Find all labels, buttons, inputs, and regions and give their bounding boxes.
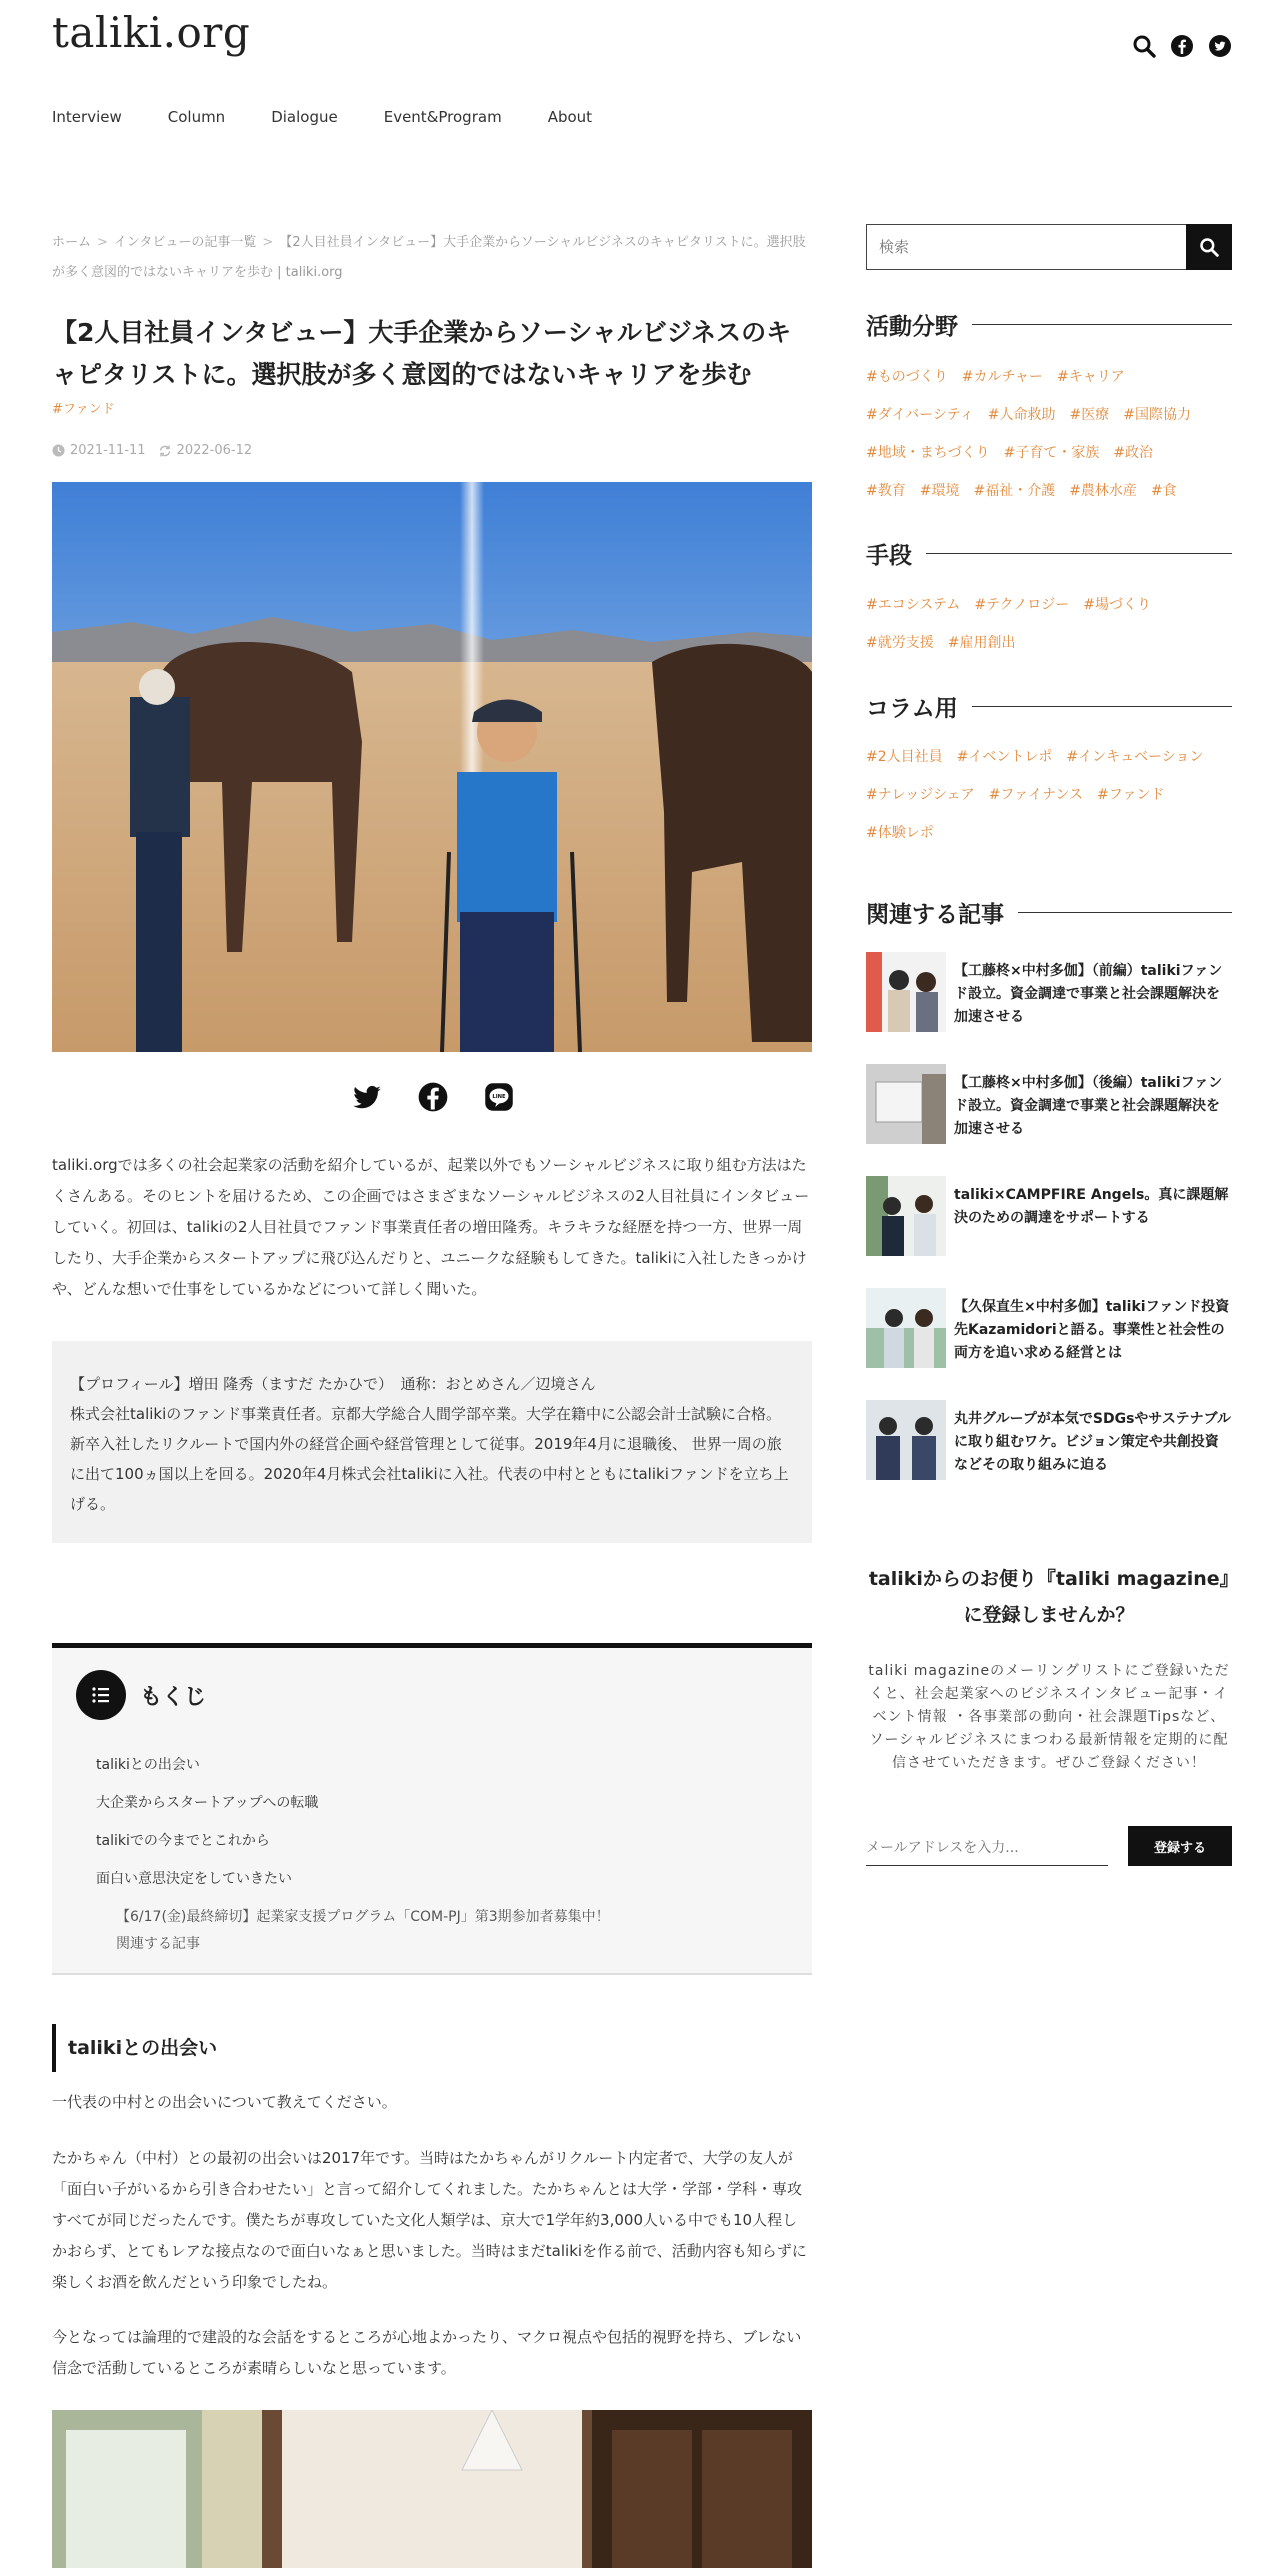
sidebar-heading-means: 手段 [866,537,1232,570]
twitter-share-icon[interactable] [352,1082,382,1112]
tag-link[interactable]: #ファンド [1097,787,1165,803]
toc-item[interactable]: talikiでの今までとこれから [96,1833,270,1849]
divider [926,553,1232,554]
email-field[interactable] [866,1830,1108,1866]
article-photo [52,2410,812,2568]
tag-link[interactable]: #エコシステム [866,597,961,613]
related-title[interactable]: 【工藤柊×中村多伽】（前編）talikiファンド設立。資金調達で事業と社会課題解決を加速させる [954,963,1223,1025]
search-icon [1199,237,1219,257]
related-title[interactable]: 【久保直生×中村多伽】talikiファンド投資先Kazamidoriと語る。事業性と社会性の両方を追い求める経営とは [954,1299,1230,1361]
column-tag-list [866,738,1232,852]
article-title: 【2人目社員インタビュー】大手企業からソーシャルビジネスのキャピタリストに。選択肢が多く意図的ではないキャリアを歩む [52,318,792,389]
related-thumbnail[interactable] [866,1288,946,1368]
nav-item-dialogue[interactable]: Dialogue [271,108,338,126]
tag-link[interactable]: #食 [1150,483,1177,499]
search-icon[interactable] [1132,34,1156,58]
facebook-icon[interactable] [1170,34,1194,58]
related-title[interactable]: 【工藤柊×中村多伽】（後編）talikiファンド設立。資金調達で事業と社会課題解決を加速させる [954,1075,1223,1137]
tag-link[interactable]: #体験レポ [866,825,934,841]
related-title[interactable]: taliki×CAMPFIRE Angels。真に課題解決のための調達をサポートする [954,1187,1229,1226]
search-button[interactable] [1186,224,1232,270]
published-date: 2021-11-11 [52,443,146,458]
tag-link[interactable]: #福祉・介護 [973,483,1056,499]
search-box [866,224,1232,270]
facebook-share-icon[interactable] [418,1082,448,1112]
related-thumbnail[interactable] [866,952,946,1032]
tag-link[interactable]: #ダイバーシティ [866,407,974,423]
related-thumbnail[interactable] [866,1064,946,1144]
toc-subitem[interactable]: 【6/17(金)最終締切】起業家支援プログラム「COM-PJ」第3期参加者募集中！ [116,1909,610,1925]
tag-link[interactable]: #カルチャー [961,369,1044,385]
subscribe-button[interactable]: 登録する [1128,1826,1232,1866]
tag-link[interactable]: #国際協力 [1123,407,1191,423]
sidebar-heading-field: 活動分野 [866,308,1232,341]
related-article[interactable] [866,1288,1232,1368]
tag-link[interactable]: #ナレッジシェア [866,787,975,803]
tag-link[interactable]: #2人目社員 [866,749,943,765]
tag-link[interactable]: #政治 [1113,445,1154,461]
site-logo[interactable]: taliki.org [52,8,251,57]
toc-item[interactable]: 面白い意思決定をしていきたい [96,1871,292,1887]
nav-item-interview[interactable]: Interview [52,108,122,126]
nav-item-event-program[interactable]: Event&Program [383,108,502,126]
clock-icon [52,444,65,457]
hero-image [52,482,812,1052]
article-intro: taliki.orgでは多くの社会起業家の活動を紹介しているが、起業以外でもソーシャルビジネスに取り組む方法はたくさんある。そのヒントを届けるため、この企画ではさまざまなソーシャルビジネスの2人目社員にインタビューしていく。初回は、talikiの2人目社員でファンド事業責任者の増田隆秀。キラキラな経歴を持つ一方、世界一周したり、大手企業からスタートアップに飛び込んだりと、ユニークな経験もしてきた。talikiに入社したきっかけや、どんな想いで仕事をしているかなどについて詳しく聞いた。 [52,1156,810,1298]
toc-list [96,1746,610,1958]
related-article[interactable] [866,1064,1232,1144]
tag-link[interactable]: #雇用創出 [947,635,1016,651]
tag-link[interactable]: #教育 [866,483,906,499]
updated-date: 2022-06-12 [158,443,253,458]
magazine-title: talikiからのお便り『taliki magazine』に登録しませんか？ [868,1568,1230,1626]
tag-link[interactable]: #イベントレポ [956,749,1053,765]
tag-link[interactable]: #農林水産 [1069,483,1137,499]
sidebar-heading-column: コラム用 [866,690,1232,723]
breadcrumb-separator: > [262,235,274,250]
line-share-icon[interactable] [484,1082,514,1112]
related-article[interactable] [866,1176,1232,1256]
breadcrumb-current: 【2人目社員インタビュー】大手企業からソーシャルビジネスのキャピタリストに。選択肢が多く意図的ではないキャリアを歩む | taliki.org [52,235,806,280]
divider [1018,912,1232,913]
sidebar-heading-related: 関連する記事 [866,896,1232,929]
tag-link[interactable]: #テクノロジー [974,597,1070,613]
toc-header [76,1670,206,1720]
twitter-icon[interactable] [1208,34,1232,58]
breadcrumb-home[interactable]: ホーム [52,235,92,250]
category-tag[interactable]: #ファンド [52,402,115,417]
list-icon [76,1670,126,1720]
share-buttons [352,1082,514,1112]
toc-title: もくじ [140,1684,207,1710]
interview-question: 一代表の中村との出会いについて教えてください。 [52,2093,397,2111]
breadcrumb-section[interactable]: インタビューの記事一覧 [113,235,257,250]
tag-link[interactable]: #環境 [919,483,960,499]
toc-item[interactable]: talikiとの出会い [96,1757,200,1773]
profile-body: 株式会社talikiのファンド事業責任者。京都大学総合人間学部卒業。大学在籍中に公認会計士試験に合格。新卒入社したリクルートで国内外の経営企画や経営管理として従事。2019年4月に退職後、 世界一周の旅に出て100ヵ国以上を回る。2020年4月株式会社talikiに入社。代表の中村とともにtalikiファンドを立ち上げる。 [70,1405,789,1513]
field-tag-list [866,358,1232,510]
toc-subitem[interactable]: 関連する記事 [116,1936,200,1952]
newsletter-form [866,1826,1232,1866]
interview-answer: たかちゃん（中村）との最初の出会いは2017年です。当時はたかちゃんがリクルート内定者で、大学の友人が「面白い子がいるから引き合わせたい」と言って紹介してくれました。たかちゃんとは大学・学部・学科・専攻すべてが同じだったんです。僕たちが専攻していた文化人類学は、京大で1学年約3,000人いる中でも10人程しかおらず、とてもレアな接点なので面白いなぁと思いました。当時はまだtalikiを作る前で、活動内容も知らずに楽しくお酒を飲んだという印象でしたね。 [52,2149,807,2291]
magazine-description: taliki magazineのメーリングリストにご登録いただくと、社会起業家へのビジネスインタビュー記事・イベント情報 ・各事業部の動向・社会課題Tipsなど、ソーシャルビジネスにまつわる最新情報を定期的に配信させていただきます。ぜひご登録ください！ [868,1663,1230,1771]
breadcrumb [52,228,812,288]
svg-text:LINE: LINE [492,1094,506,1100]
toc-item[interactable]: 大企業からスタートアップへの転職 [96,1795,319,1811]
tag-link[interactable]: #ファイナンス [988,787,1084,803]
related-thumbnail[interactable] [866,1400,946,1480]
profile-name: 【プロフィール】増田 隆秀（ますだ たかひで） 通称：おとめさん／辺境さん [70,1375,596,1393]
interview-answer: 今となっては論理的で建設的な会話をするところが心地よかったり、マクロ視点や包括的視野を持ち、ブレない信念で活動しているところが素晴らしいなと思っています。 [52,2328,802,2377]
nav-item-about[interactable]: About [547,108,593,126]
search-input[interactable] [866,224,1186,270]
tag-link[interactable]: #地域・まちづくり [866,445,990,461]
tag-link[interactable]: #インキュベーション [1066,749,1204,765]
divider [972,324,1232,325]
tag-link[interactable]: #人命救助 [987,407,1056,423]
nav-item-column[interactable]: Column [167,108,226,126]
tag-link[interactable]: #キャリア [1057,369,1125,385]
tag-link[interactable]: #場づくり [1083,597,1151,613]
divider [972,706,1232,707]
article-dates [52,443,252,458]
profile-box [52,1341,812,1543]
section-heading: talikiとの出会い [52,2024,217,2072]
related-title[interactable]: 丸井グループが本気でSDGsやサステナブルに取り組むワケ。ビジョン策定や共創投資などその取り組みに迫る [954,1411,1232,1473]
header-icons [1132,34,1232,58]
related-article[interactable] [866,1400,1232,1480]
main-nav [52,108,592,126]
tag-link[interactable]: #就労支援 [866,635,934,651]
refresh-icon [158,444,172,458]
means-tag-list [866,586,1232,662]
related-article[interactable] [866,952,1232,1032]
tag-link[interactable]: #ものづくり [866,369,948,385]
related-thumbnail[interactable] [866,1176,946,1256]
tag-link[interactable]: #子育て・家族 [1003,445,1100,461]
tag-link[interactable]: #医療 [1069,407,1110,423]
breadcrumb-separator: > [97,235,108,250]
table-of-contents [52,1643,812,1975]
